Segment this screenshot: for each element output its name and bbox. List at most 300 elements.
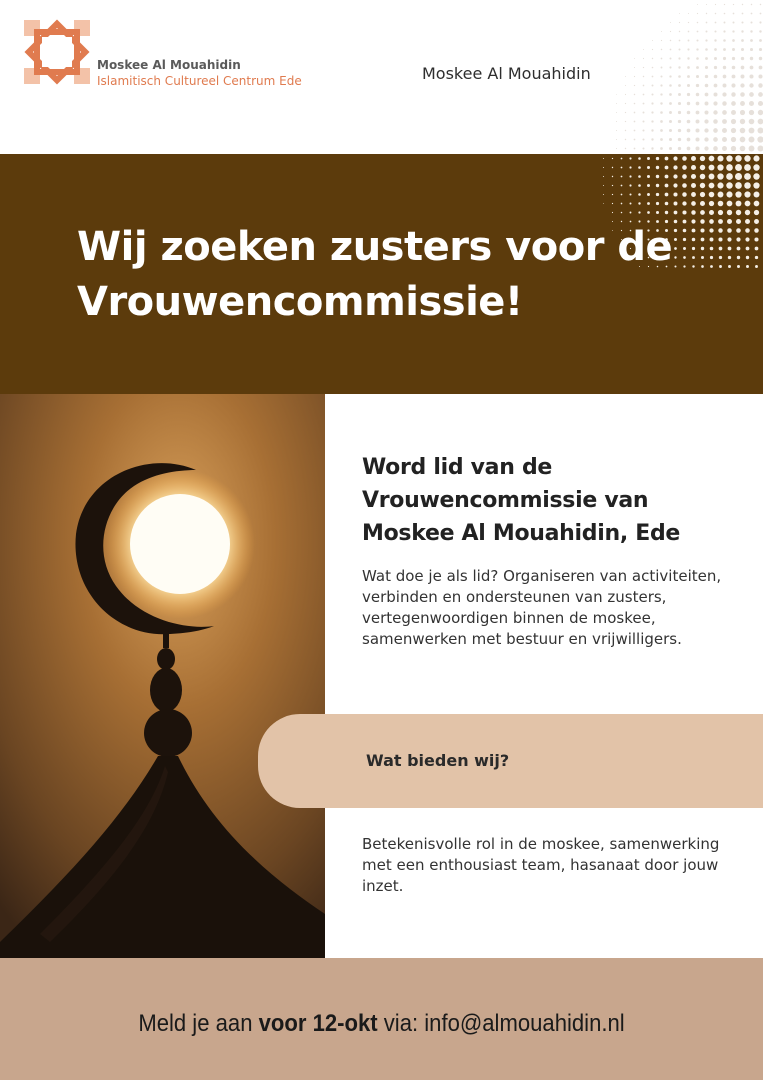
halftone-dot xyxy=(723,66,726,69)
halftone-dot xyxy=(621,167,623,169)
halftone-dot xyxy=(713,137,718,142)
halftone-dot xyxy=(661,31,662,32)
halftone-dot xyxy=(705,102,709,106)
halftone-dot xyxy=(652,85,654,87)
halftone-dot xyxy=(709,210,714,215)
halftone-dot xyxy=(746,256,749,259)
halftone-dot xyxy=(741,39,744,42)
halftone-dot xyxy=(679,13,680,14)
halftone-dot xyxy=(736,219,741,224)
halftone-dot xyxy=(709,201,714,206)
description-text: Wat doe je als lid? Organiseren van activiteiten, verbinden en ondersteunen van zusters, vertegenwoordigen binnen de moskee, samenwerken met bestuur en vrijwilligers. xyxy=(362,567,722,648)
halftone-dot xyxy=(612,212,613,213)
halftone-dot xyxy=(726,173,733,180)
halftone-dot xyxy=(705,75,708,78)
halftone-dot xyxy=(625,112,626,113)
halftone-dot xyxy=(603,194,604,195)
halftone-dot xyxy=(700,201,705,206)
halftone-dot xyxy=(706,22,708,24)
logo-name: Moskee Al Mouahidin xyxy=(97,58,241,72)
halftone-dot xyxy=(705,93,709,97)
halftone-dot xyxy=(704,146,708,150)
halftone-dot xyxy=(741,48,744,51)
offer-pill xyxy=(258,714,763,808)
halftone-dot xyxy=(643,94,645,96)
halftone-dot xyxy=(723,48,726,51)
halftone-dot xyxy=(749,83,753,87)
halftone-dot xyxy=(669,147,672,150)
halftone-dot xyxy=(647,211,650,214)
halftone-dot xyxy=(723,57,726,60)
halftone-dot xyxy=(660,138,663,141)
halftone-dot xyxy=(736,228,741,233)
cta-deadline: voor 12-okt xyxy=(258,1010,378,1037)
page-title: Wij zoeken zusters voor de Vrouwencommissie! xyxy=(77,224,673,325)
halftone-dot xyxy=(759,48,762,51)
halftone-dot xyxy=(634,67,635,68)
halftone-dot xyxy=(740,128,746,134)
halftone-dot xyxy=(687,48,689,50)
halftone-dot xyxy=(691,210,695,214)
halftone-dot xyxy=(660,84,662,86)
halftone-dot xyxy=(616,103,617,104)
halftone-dot xyxy=(755,256,758,259)
halftone-dot xyxy=(616,148,617,149)
halftone-dot xyxy=(759,30,761,32)
halftone-dot xyxy=(714,30,716,32)
halftone-dot xyxy=(665,211,668,214)
halftone-dot xyxy=(737,247,741,251)
halftone-dot xyxy=(673,192,677,196)
halftone-dot xyxy=(634,58,635,59)
halftone-dot xyxy=(625,103,626,104)
halftone-dot xyxy=(625,85,626,86)
halftone-dot xyxy=(634,121,636,123)
halftone-dot xyxy=(744,182,751,189)
halftone-dot xyxy=(714,48,717,51)
halftone-dot xyxy=(760,4,761,5)
halftone-dot xyxy=(682,174,687,179)
halftone-dot xyxy=(629,193,631,195)
halftone-dot xyxy=(744,191,750,197)
halftone-dot xyxy=(735,155,741,161)
halftone-dot xyxy=(709,174,715,180)
halftone-dot xyxy=(625,139,626,140)
halftone-dot xyxy=(647,157,650,160)
halftone-dot xyxy=(669,84,672,87)
halftone-dot xyxy=(669,111,672,114)
halftone-dot xyxy=(731,92,735,96)
halftone-dot xyxy=(705,48,708,51)
halftone-dot xyxy=(749,101,754,106)
halftone-dot xyxy=(722,92,726,96)
halftone-dot xyxy=(759,21,761,23)
offer-text: Betekenisvolle rol in de moskee, samenwerking met een enthousiast team, hasanaat door jouw inzet. xyxy=(362,835,720,895)
halftone-dot xyxy=(704,137,708,141)
halftone-dot xyxy=(700,210,705,215)
halftone-dot xyxy=(670,58,672,60)
halftone-dot xyxy=(651,138,653,140)
halftone-dot xyxy=(691,201,696,206)
halftone-dot xyxy=(688,22,689,23)
halftone-dot xyxy=(727,219,732,224)
halftone-dot xyxy=(709,183,715,189)
halftone-dot xyxy=(678,138,681,141)
halftone-dot xyxy=(740,101,745,106)
halftone-dot xyxy=(660,102,662,104)
halftone-dot xyxy=(742,4,743,5)
halftone-dot xyxy=(749,128,755,134)
halftone-dot xyxy=(638,184,641,187)
halftone-dot xyxy=(728,256,731,259)
halftone-dot xyxy=(687,102,690,105)
halftone-dot xyxy=(691,174,696,179)
halftone-dot xyxy=(634,94,635,95)
cta-prefix: Meld je aan xyxy=(138,1010,259,1037)
halftone-dot xyxy=(682,192,687,197)
halftone-dot xyxy=(722,110,727,115)
halftone-dot xyxy=(660,129,663,132)
halftone-dot xyxy=(678,84,681,87)
cta-contact: via: info@almouahidin.nl xyxy=(377,1010,625,1037)
halftone-dot xyxy=(735,173,742,180)
halftone-dot xyxy=(731,137,736,142)
halftone-dot xyxy=(669,129,672,132)
halftone-dot xyxy=(669,102,672,105)
halftone-dot xyxy=(616,121,617,122)
halftone-dot xyxy=(647,184,650,187)
halftone-dot xyxy=(669,138,672,141)
halftone-dot xyxy=(643,67,644,68)
halftone-dot xyxy=(679,22,680,23)
halftone-dot xyxy=(661,58,663,60)
halftone-dot xyxy=(643,85,645,87)
halftone-dot xyxy=(629,184,631,186)
halftone-dot xyxy=(753,191,759,197)
halftone-dot xyxy=(678,147,681,150)
halftone-dot xyxy=(751,13,753,15)
halftone-dot xyxy=(717,173,723,179)
halftone-dot xyxy=(642,120,644,122)
halftone-dot xyxy=(704,128,708,132)
halftone-dot xyxy=(688,40,690,42)
halftone-dot xyxy=(745,219,750,224)
halftone-dot xyxy=(705,39,707,41)
halftone-dot xyxy=(621,176,623,178)
halftone-dot xyxy=(625,76,626,77)
halftone-dot xyxy=(717,164,723,170)
halftone-dot xyxy=(706,4,707,5)
halftone-dot xyxy=(706,31,708,33)
halftone-dot xyxy=(755,265,758,268)
halftone-dot xyxy=(749,92,754,97)
halftone-dot xyxy=(616,130,617,131)
halftone-dot xyxy=(696,75,699,78)
halftone-dot xyxy=(647,193,650,196)
halftone-dot xyxy=(715,22,717,24)
halftone-dot xyxy=(726,164,733,171)
halftone-dot xyxy=(740,119,745,124)
halftone-dot xyxy=(714,75,718,79)
halftone-dot xyxy=(750,39,753,42)
halftone-dot xyxy=(616,112,617,113)
halftone-dot xyxy=(759,39,762,42)
halftone-dot xyxy=(696,102,700,106)
halftone-dot xyxy=(665,202,669,206)
halftone-dot xyxy=(736,201,742,207)
halftone-dot xyxy=(700,165,705,170)
halftone-dot xyxy=(750,48,753,51)
halftone-dot xyxy=(705,57,708,60)
halftone-dot xyxy=(687,66,690,69)
halftone-dot xyxy=(665,166,669,170)
halftone-dot xyxy=(719,265,722,268)
halftone-dot xyxy=(678,111,681,114)
halftone-dot xyxy=(718,219,723,224)
halftone-dot xyxy=(758,92,763,97)
halftone-dot xyxy=(733,4,734,5)
halftone-dot xyxy=(612,176,613,177)
halftone-dot xyxy=(621,158,623,160)
halftone-dot xyxy=(688,13,689,14)
halftone-dot xyxy=(753,164,759,170)
halftone-dot xyxy=(674,202,678,206)
halftone-dot xyxy=(652,49,653,50)
halftone-dot xyxy=(731,128,736,133)
halftone-dot xyxy=(642,129,644,131)
halftone-dot xyxy=(665,193,669,197)
halftone-dot xyxy=(759,57,762,60)
halftone-dot xyxy=(670,22,671,23)
halftone-dot xyxy=(697,22,699,24)
halftone-dot xyxy=(616,94,617,95)
halftone-dot xyxy=(755,247,759,251)
halftone-dot xyxy=(732,57,735,60)
halftone-dot xyxy=(661,40,662,41)
halftone-dot xyxy=(634,103,636,105)
halftone-dot xyxy=(713,119,718,124)
halftone-dot xyxy=(746,247,750,251)
halftone-dot xyxy=(754,237,758,241)
halftone-dot xyxy=(723,39,726,42)
halftone-dot xyxy=(728,265,731,268)
halftone-dot xyxy=(719,256,722,259)
halftone-dot xyxy=(749,137,755,143)
halftone-dot xyxy=(735,164,742,171)
halftone-dot xyxy=(643,49,644,50)
halftone-dot xyxy=(731,146,736,151)
halftone-dot xyxy=(682,183,687,188)
halftone-dot xyxy=(656,175,659,178)
halftone-dot xyxy=(722,128,727,133)
halftone-dot xyxy=(612,185,613,186)
halftone-dot xyxy=(722,119,727,124)
halftone-dot xyxy=(697,13,698,14)
halftone-dot xyxy=(737,256,740,259)
halftone-dot xyxy=(700,183,705,188)
halftone-dot xyxy=(696,57,699,60)
halftone-dot xyxy=(679,49,681,51)
halftone-dot xyxy=(651,147,653,149)
halftone-dot xyxy=(670,40,671,41)
halftone-dot xyxy=(687,93,690,96)
halftone-dot xyxy=(670,49,672,51)
halftone-dot xyxy=(749,146,755,152)
halftone-dot xyxy=(630,212,632,214)
banner xyxy=(0,154,763,394)
halftone-dot xyxy=(732,66,736,70)
halftone-dot xyxy=(726,155,732,161)
halftone-dot xyxy=(749,74,753,78)
halftone-dot xyxy=(754,210,759,215)
halftone-dot xyxy=(612,167,613,168)
halftone-dot xyxy=(621,185,623,187)
halftone-dot xyxy=(717,182,723,188)
halftone-dot xyxy=(713,128,718,133)
halftone-dot xyxy=(705,66,708,69)
halftone-dot xyxy=(735,191,741,197)
halftone-dot xyxy=(758,74,762,78)
halftone-dot xyxy=(682,201,686,205)
halftone-dot xyxy=(673,156,677,160)
halftone-dot xyxy=(750,66,754,70)
footer xyxy=(0,958,763,1080)
halftone-dot xyxy=(736,237,740,241)
halftone-dot xyxy=(745,210,750,215)
halftone-dot xyxy=(754,201,760,207)
halftone-dot xyxy=(674,211,678,215)
halftone-dot xyxy=(696,39,698,41)
halftone-dot xyxy=(687,147,691,151)
halftone-dot xyxy=(695,128,699,132)
halftone-dot xyxy=(758,101,763,106)
halftone-dot xyxy=(723,84,727,88)
halftone-dot xyxy=(731,119,736,124)
halftone-dot xyxy=(687,75,690,78)
halftone-dot xyxy=(735,182,742,189)
halftone-dot xyxy=(728,247,732,251)
halftone-dot xyxy=(697,31,699,33)
halftone-dot xyxy=(634,130,636,132)
halftone-dot xyxy=(678,75,681,78)
halftone-dot xyxy=(660,120,663,123)
halftone-dot xyxy=(723,75,727,79)
halftone-dot xyxy=(682,156,687,161)
halftone-dot xyxy=(731,110,736,115)
halftone-dot xyxy=(727,201,733,207)
halftone-dot xyxy=(651,102,653,104)
halftone-dot xyxy=(750,21,752,23)
halftone-dot xyxy=(652,40,653,41)
halftone-dot xyxy=(713,110,717,114)
halftone-dot xyxy=(726,182,732,188)
halftone-dot xyxy=(706,13,707,14)
halftone-dot xyxy=(741,30,743,32)
halftone-dot xyxy=(625,130,626,131)
halftone-dot xyxy=(652,58,653,59)
halftone-dot xyxy=(612,158,613,159)
halftone-dot xyxy=(638,202,640,204)
halftone-dot xyxy=(647,202,650,205)
halftone-dot xyxy=(638,175,641,178)
halftone-dot xyxy=(704,119,708,123)
halftone-dot xyxy=(661,49,662,50)
halftone-dot xyxy=(713,101,717,105)
halftone-dot xyxy=(714,84,718,88)
halftone-dot xyxy=(656,166,659,169)
halftone-dot xyxy=(724,13,726,15)
halftone-dot xyxy=(718,210,723,215)
halftone-dot xyxy=(665,157,669,161)
halftone-dot xyxy=(733,13,735,15)
halftone-dot xyxy=(727,228,732,233)
halftone-dot xyxy=(638,157,641,160)
halftone-dot xyxy=(687,129,691,133)
halftone-dot xyxy=(749,119,755,125)
halftone-dot xyxy=(744,173,751,180)
halftone-dot xyxy=(651,120,653,122)
crescent-moon-finial-icon xyxy=(0,394,325,958)
halftone-dot xyxy=(713,146,718,151)
halftone-dot xyxy=(714,39,716,41)
halftone-dot xyxy=(678,102,681,105)
halftone-dot xyxy=(760,13,762,15)
halftone-dot xyxy=(687,84,690,87)
halftone-dot xyxy=(678,66,680,68)
halftone-dot xyxy=(634,85,635,86)
halftone-dot xyxy=(732,48,735,51)
halftone-dot xyxy=(643,103,645,105)
halftone-dot xyxy=(741,75,745,79)
halftone-dot xyxy=(736,210,741,215)
halftone-dot xyxy=(700,174,705,179)
halftone-dot xyxy=(753,173,759,179)
halftone-dot xyxy=(718,228,722,232)
halftone-dot xyxy=(682,165,687,170)
offer-heading: Wat bieden wij? xyxy=(366,751,510,770)
halftone-dot xyxy=(759,66,763,70)
halftone-dot xyxy=(673,183,677,187)
halftone-dot xyxy=(652,67,654,69)
logo-subtitle: Islamitisch Cultureel Centrum Ede xyxy=(97,74,302,88)
call-to-action xyxy=(31,1010,733,1038)
halftone-dot xyxy=(660,75,662,77)
halftone-dot xyxy=(612,194,613,195)
halftone-dot xyxy=(695,137,699,141)
halftone-dot xyxy=(740,137,746,143)
halftone-dot xyxy=(696,111,700,115)
halftone-dot xyxy=(616,139,617,140)
halftone-dot xyxy=(726,191,732,197)
halftone-dot xyxy=(621,194,623,196)
halftone-dot xyxy=(603,158,604,159)
halftone-dot xyxy=(647,166,650,169)
halftone-dot xyxy=(603,167,604,168)
halftone-dot xyxy=(745,201,751,207)
halftone-dot xyxy=(687,120,691,124)
halftone-dot xyxy=(691,165,696,170)
halftone-dot xyxy=(754,228,759,233)
halftone-dot xyxy=(638,193,641,196)
halftone-dot xyxy=(740,110,745,115)
halftone-dot xyxy=(757,136,763,142)
halftone-dot xyxy=(625,94,626,95)
halftone-dot xyxy=(679,31,680,32)
halftone-dot xyxy=(678,57,680,59)
halftone-dot xyxy=(744,164,751,171)
halftone-dot xyxy=(754,219,759,224)
halftone-dot xyxy=(724,4,725,5)
